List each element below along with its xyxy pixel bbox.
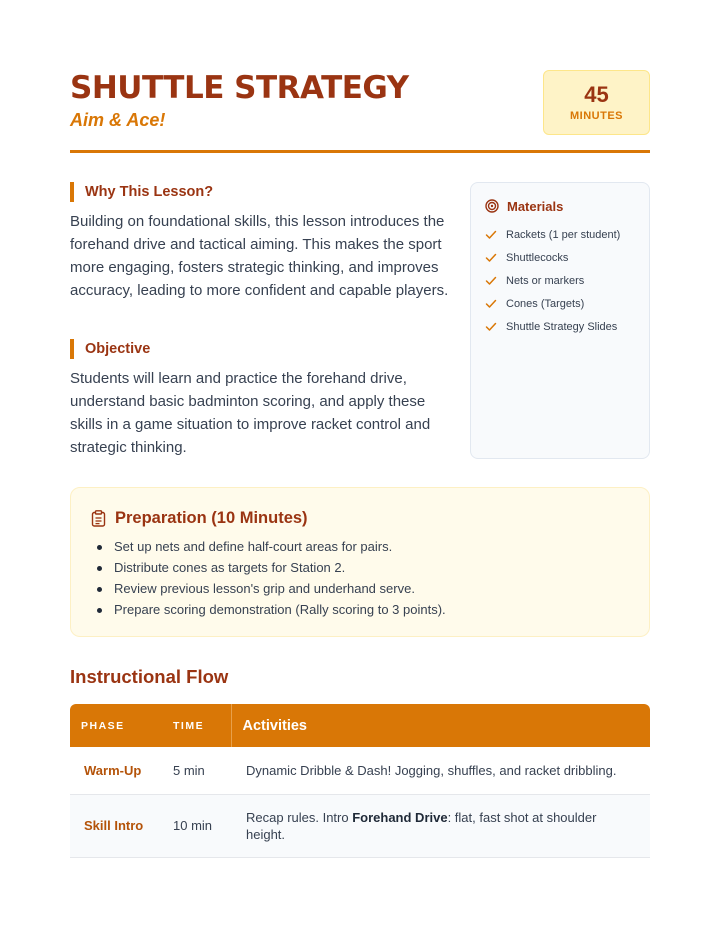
check-icon bbox=[485, 276, 497, 286]
duration-badge bbox=[543, 70, 650, 135]
phase-cell: Skill Intro bbox=[70, 794, 163, 857]
time-cell: 5 min bbox=[163, 747, 231, 794]
preparation-header bbox=[91, 508, 629, 528]
lesson-subtitle: Aim & Ace! bbox=[70, 110, 166, 130]
check-icon bbox=[485, 299, 497, 309]
column-header-activities: Activities bbox=[231, 704, 650, 747]
phase-cell: Warm-Up bbox=[70, 747, 163, 794]
material-item: Shuttle Strategy Slides bbox=[485, 315, 635, 338]
material-item: Rackets (1 per student) bbox=[485, 223, 635, 246]
lesson-header bbox=[70, 68, 650, 138]
materials-heading: Materials bbox=[507, 198, 564, 214]
why-heading: Why This Lesson? bbox=[70, 182, 213, 202]
objective-heading: Objective bbox=[70, 339, 150, 359]
duration-unit: MINUTES bbox=[570, 110, 623, 122]
preparation-list bbox=[91, 536, 629, 620]
clipboard-icon bbox=[91, 510, 106, 527]
table-row bbox=[70, 747, 650, 794]
material-item: Nets or markers bbox=[485, 269, 635, 292]
table-header-row bbox=[70, 704, 650, 747]
duration-value: 45 bbox=[584, 82, 609, 107]
materials-list bbox=[485, 223, 635, 338]
flow-title: Instructional Flow bbox=[70, 666, 229, 687]
activity-cell: Dynamic Dribble & Dash! Jogging, shuffles, and racket dribbling. bbox=[231, 747, 650, 794]
material-item: Shuttlecocks bbox=[485, 246, 635, 269]
preparation-item: Set up nets and define half-court areas for pairs. bbox=[95, 536, 629, 557]
flow-table bbox=[70, 704, 650, 858]
target-icon bbox=[485, 199, 499, 213]
preparation-item: Prepare scoring demonstration (Rally scoring to 3 points). bbox=[95, 599, 629, 620]
table-row bbox=[70, 794, 650, 857]
materials-panel bbox=[470, 182, 650, 459]
preparation-item: Distribute cones as targets for Station 2. bbox=[95, 557, 629, 578]
header-divider bbox=[70, 150, 650, 153]
preparation-item: Review previous lesson's grip and underhand serve. bbox=[95, 578, 629, 599]
column-header-time: TIME bbox=[163, 704, 231, 747]
check-icon bbox=[485, 253, 497, 263]
preparation-heading: Preparation (10 Minutes) bbox=[115, 508, 308, 527]
materials-header bbox=[485, 197, 635, 215]
check-icon bbox=[485, 322, 497, 332]
column-header-phase: PHASE bbox=[70, 704, 163, 747]
lesson-title: SHUTTLE STRATEGY bbox=[70, 70, 409, 106]
activity-cell: Recap rules. Intro Forehand Drive: flat, fast shot at shoulder height. bbox=[231, 794, 650, 857]
why-text: Building on foundational skills, this lesson introduces the forehand drive and tactical aiming. This makes the sport more engaging, fosters strategic thinking, and improves accuracy, leading to more confident and capable players. bbox=[70, 213, 449, 299]
material-item: Cones (Targets) bbox=[485, 292, 635, 315]
objective-text: Students will learn and practice the forehand drive, understand basic badminton scoring, and apply these skills in a game situation to improve racket control and strategic thinking. bbox=[70, 370, 431, 456]
time-cell: 10 min bbox=[163, 794, 231, 857]
activity-highlight: Forehand Drive bbox=[352, 809, 448, 825]
check-icon bbox=[485, 230, 497, 240]
preparation-panel bbox=[70, 487, 650, 637]
